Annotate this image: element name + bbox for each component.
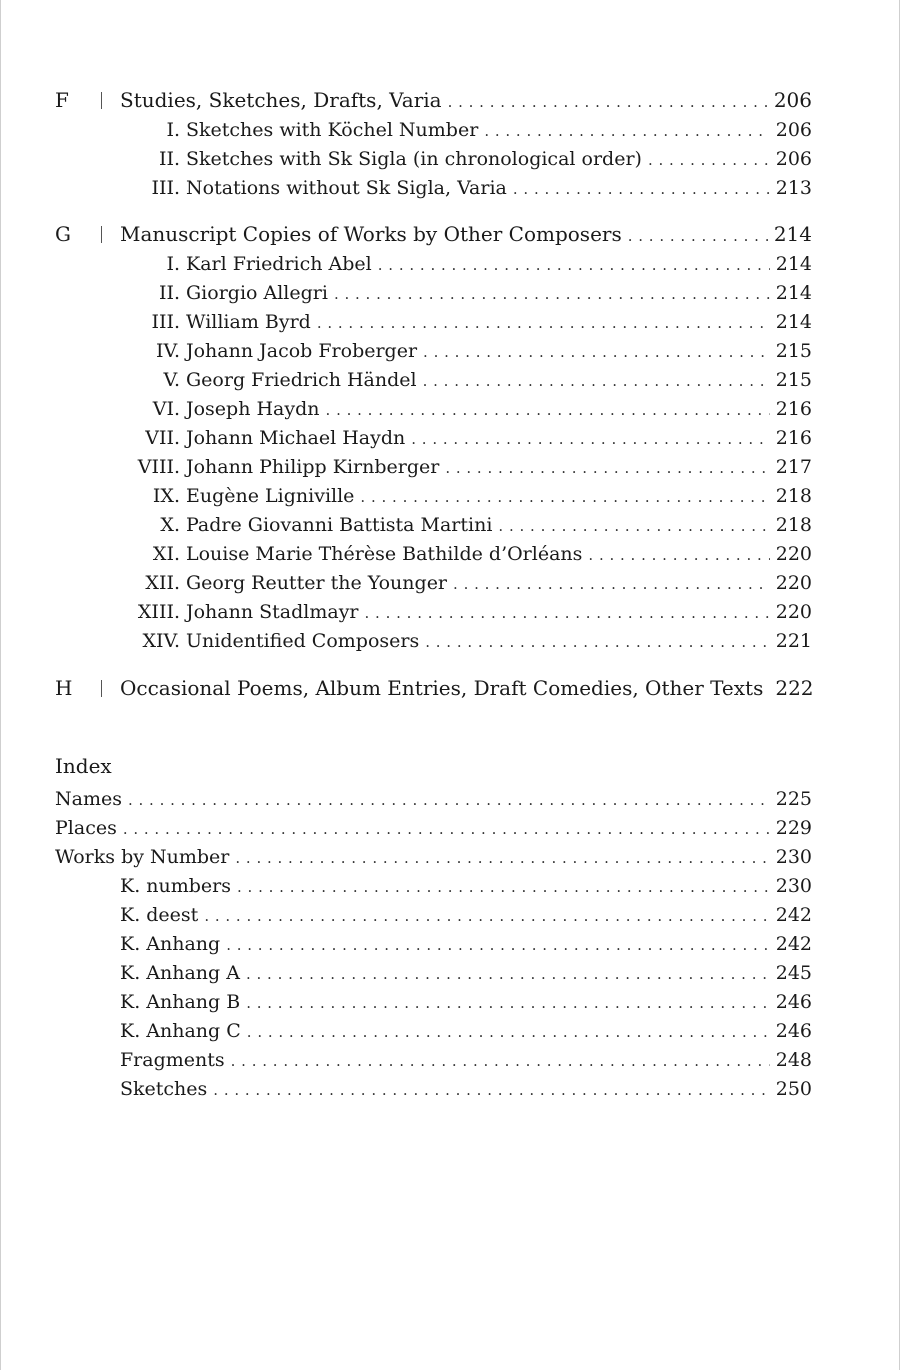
toc-item[interactable] (0, 250, 900, 279)
index-subentry[interactable] (0, 1046, 900, 1075)
item-number: VIII. (137, 456, 180, 478)
dot-leader (204, 902, 769, 931)
page-number: 225 (775, 788, 812, 810)
page-number: 213 (775, 177, 812, 199)
item-number: IV. (156, 340, 180, 362)
dot-leader (484, 117, 769, 146)
item-title: Joseph Haydn (186, 398, 320, 420)
page-number: 215 (775, 369, 812, 391)
item-title: Padre Giovanni Battista Martini (186, 514, 493, 536)
item-title: Johann Stadlmayr (186, 601, 359, 623)
toc-item[interactable] (0, 453, 900, 482)
item-title: Sketches with Köchel Number (186, 119, 479, 141)
index-entry-title: K. Anhang A (120, 962, 240, 984)
index-subentry[interactable] (0, 872, 900, 901)
page-number: 220 (775, 601, 812, 623)
index-entry-title: K. Anhang C (120, 1020, 241, 1042)
item-number: I. (166, 119, 180, 141)
dot-leader (213, 1076, 769, 1105)
item-title: Eugène Ligniville (186, 485, 355, 507)
index-entry[interactable] (0, 814, 900, 843)
toc-item[interactable] (0, 511, 900, 540)
toc-item[interactable] (0, 308, 900, 337)
dot-leader (235, 844, 769, 873)
page-number: 216 (775, 427, 812, 449)
item-number: III. (151, 177, 180, 199)
page-number: 246 (775, 991, 812, 1013)
dot-leader (123, 815, 770, 844)
toc-section-g (0, 218, 900, 656)
toc-section-heading[interactable] (0, 218, 900, 250)
section-letter: G (55, 222, 71, 246)
toc-section-heading[interactable] (0, 84, 900, 116)
toc-item[interactable] (0, 337, 900, 366)
section-divider (101, 92, 102, 109)
item-number: XI. (152, 543, 180, 565)
dot-leader (628, 220, 768, 252)
toc-item[interactable] (0, 627, 900, 656)
index-subentry[interactable] (0, 988, 900, 1017)
page-number: 218 (775, 514, 812, 536)
toc-section-h (0, 672, 900, 704)
item-number: VII. (145, 427, 180, 449)
dot-leader (317, 309, 770, 338)
section-divider (101, 226, 102, 243)
page-number: 206 (775, 148, 812, 170)
toc-item[interactable] (0, 366, 900, 395)
index-list (0, 785, 900, 1104)
section-title: Manuscript Copies of Works by Other Composers (120, 222, 622, 246)
dot-leader (513, 175, 770, 204)
section-title: Occasional Poems, Album Entries, Draft Comedies, Other Texts (120, 676, 764, 700)
item-number: III. (151, 311, 180, 333)
toc-item[interactable] (0, 174, 900, 203)
dot-leader (498, 512, 769, 541)
dot-leader (231, 1047, 770, 1076)
section-divider (101, 680, 102, 697)
item-title: William Byrd (186, 311, 311, 333)
page-number: 220 (775, 572, 812, 594)
toc-section-f (0, 84, 900, 203)
toc-item[interactable] (0, 116, 900, 145)
dot-leader (453, 570, 770, 599)
dot-leader (334, 280, 770, 309)
index-entry-title: Fragments (120, 1049, 225, 1071)
toc-item[interactable] (0, 598, 900, 627)
index-entry-title: K. Anhang (120, 933, 221, 955)
item-number: XII. (145, 572, 180, 594)
page-number: 215 (775, 340, 812, 362)
toc-item[interactable] (0, 482, 900, 511)
item-title: Louise Marie Thérèse Bathilde d’Orléans (186, 543, 583, 565)
toc-item[interactable] (0, 279, 900, 308)
dot-leader (423, 367, 770, 396)
item-number: X. (160, 514, 180, 536)
page-number: 221 (775, 630, 812, 652)
page-number: 214 (775, 311, 812, 333)
item-number: V. (163, 369, 180, 391)
index-entry-title: K. deest (120, 904, 199, 926)
dot-leader (246, 960, 770, 989)
index-subentry[interactable] (0, 1075, 900, 1104)
item-title: Sketches with Sk Sigla (in chronological order) (186, 148, 642, 170)
page-number: 214 (775, 282, 812, 304)
section-letter: H (55, 676, 73, 700)
item-number: VI. (152, 398, 180, 420)
item-number: XIII. (137, 601, 180, 623)
page-number: 214 (775, 253, 812, 275)
index-entry[interactable] (0, 843, 900, 872)
item-number: IX. (152, 485, 180, 507)
dot-leader (411, 425, 769, 454)
dot-leader (448, 86, 768, 118)
dot-leader (588, 541, 769, 570)
dot-leader (246, 989, 770, 1018)
dot-leader (445, 454, 769, 483)
dot-leader (326, 396, 770, 425)
item-title: Georg Friedrich Händel (186, 369, 417, 391)
dot-leader (425, 628, 770, 657)
toc-item[interactable] (0, 569, 900, 598)
toc-section-heading[interactable] (0, 672, 900, 704)
page-number: 230 (775, 875, 812, 897)
dot-leader (648, 146, 770, 175)
item-title: Johann Jacob Froberger (186, 340, 418, 362)
toc-item[interactable] (0, 395, 900, 424)
page-number: 220 (775, 543, 812, 565)
dot-leader (360, 483, 769, 512)
toc-item[interactable] (0, 145, 900, 174)
item-number: XIV. (142, 630, 180, 652)
dot-leader (247, 1018, 770, 1047)
item-title: Karl Friedrich Abel (186, 253, 372, 275)
dot-leader (237, 873, 770, 902)
index-subentry[interactable] (0, 1017, 900, 1046)
page-number: 217 (775, 456, 812, 478)
index-entry-title: K. Anhang B (120, 991, 241, 1013)
index-entry-title: Names (55, 788, 122, 810)
page-number: 248 (775, 1049, 812, 1071)
index-subentry[interactable] (0, 930, 900, 959)
page-number: 222 (775, 676, 814, 700)
page-number: 229 (775, 817, 812, 839)
index-heading: Index (55, 754, 112, 778)
toc-item[interactable] (0, 424, 900, 453)
toc-item[interactable] (0, 540, 900, 569)
page-number: 245 (775, 962, 812, 984)
item-number: I. (166, 253, 180, 275)
page-number: 214 (773, 222, 812, 246)
index-entry-title: K. numbers (120, 875, 232, 897)
page-number: 242 (775, 933, 812, 955)
dot-leader (423, 338, 770, 367)
item-number: II. (158, 282, 180, 304)
index-entry-title: Sketches (120, 1078, 208, 1100)
page-number: 230 (775, 846, 812, 868)
page-number: 242 (775, 904, 812, 926)
item-title: Unidentified Composers (186, 630, 420, 652)
index-entry[interactable] (0, 785, 900, 814)
page-number: 216 (775, 398, 812, 420)
page-number: 250 (775, 1078, 812, 1100)
dot-leader (128, 786, 770, 815)
page-number: 206 (775, 119, 812, 141)
item-title: Georg Reutter the Younger (186, 572, 448, 594)
section-title: Studies, Sketches, Drafts, Varia (120, 88, 442, 112)
page-number: 206 (773, 88, 812, 112)
index-entry-title: Works by Number (55, 846, 230, 868)
dot-leader (378, 251, 770, 280)
item-title: Giorgio Allegri (186, 282, 328, 304)
index-subentry[interactable] (0, 901, 900, 930)
dot-leader (226, 931, 770, 960)
section-letter: F (55, 88, 69, 112)
dot-leader (365, 599, 770, 628)
page-number: 246 (775, 1020, 812, 1042)
index-subentry[interactable] (0, 959, 900, 988)
item-title: Johann Philipp Kirnberger (186, 456, 440, 478)
item-number: II. (158, 148, 180, 170)
item-title: Notations without Sk Sigla, Varia (186, 177, 507, 199)
page-number: 218 (775, 485, 812, 507)
index-entry-title: Places (55, 817, 117, 839)
item-title: Johann Michael Haydn (186, 427, 406, 449)
